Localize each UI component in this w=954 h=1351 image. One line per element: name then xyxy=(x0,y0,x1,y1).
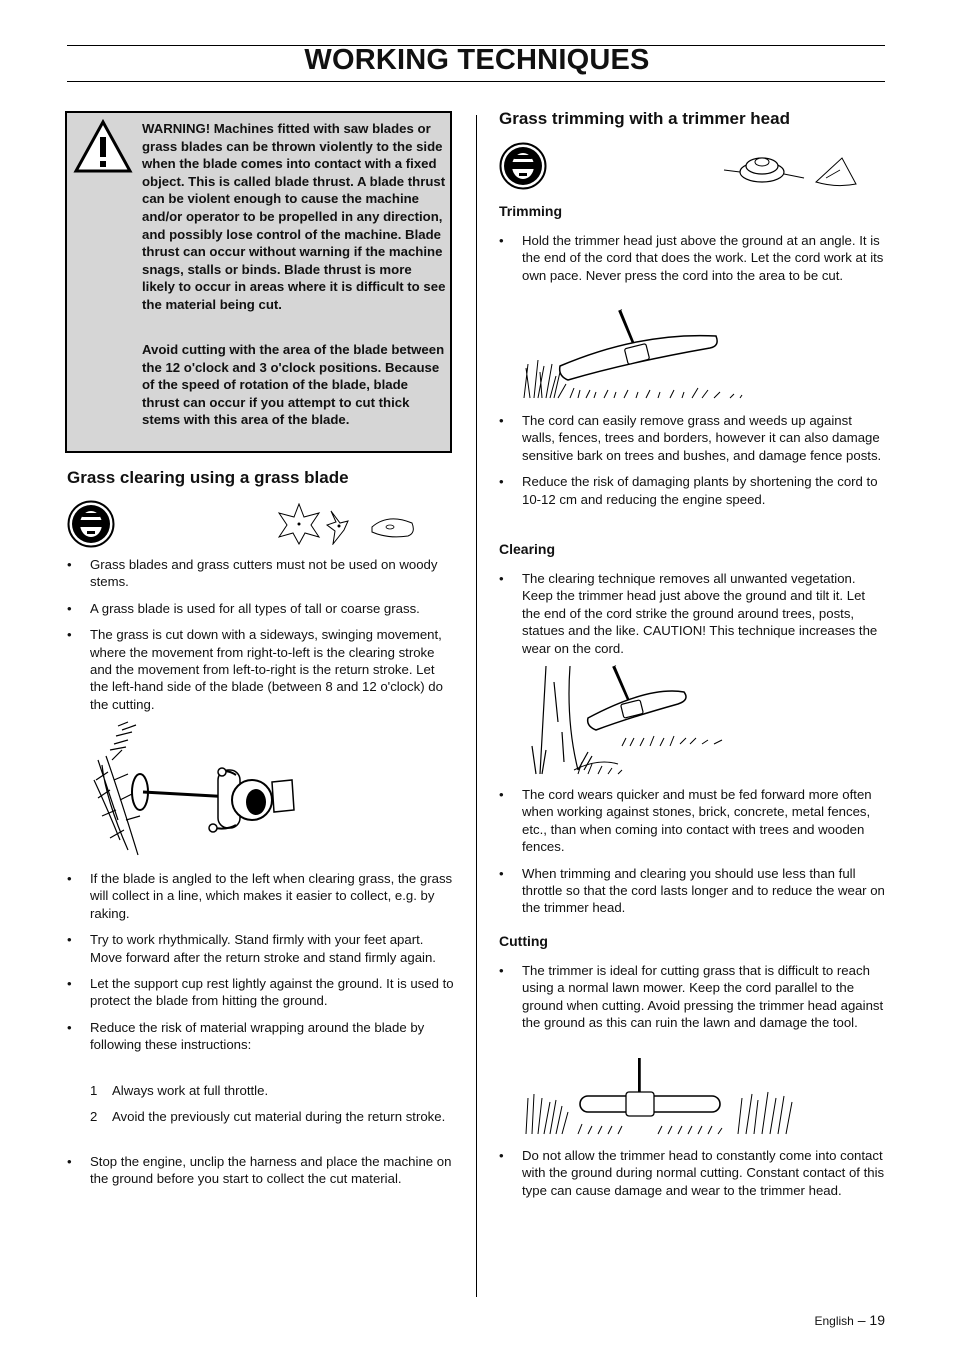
list-item: • The grass is cut down with a sideways, swinging movement, where the movement from right-to-left is the clearing stroke and the movement from left-to-right is the return stroke. Let the left-hand side of the blade (between 8 and 12 o'clock) do the cutting. xyxy=(67,626,454,713)
list-item: • Reduce the risk of damaging plants by shortening the cord to 10-12 cm and reducing the engine speed. xyxy=(499,473,886,508)
footer-separator: – xyxy=(857,1312,866,1328)
trimming-heading: Trimming xyxy=(499,203,563,219)
left-section-heading: Grass clearing using a grass blade xyxy=(67,468,349,487)
list-item: • The clearing technique removes all unwanted vegetation. Keep the trimmer head just above the ground and tilt it. Let the end of the cord strike the ground around trees, posts, statues and the like. CAUTION! This technique increases the wear on the cord. xyxy=(499,570,886,657)
page-title: WORKING TECHNIQUES xyxy=(304,44,650,76)
trimming-bullet-list-a xyxy=(499,232,886,284)
grass-blade-icon xyxy=(278,503,418,545)
warning-paragraph-1: WARNING! Machines fitted with saw blades or grass blades can be thrown violently to the side when the blade comes into contact with a fixed object. This is called blade thrust. A blade thrust can be violent enough to cause the machine and/or operator to be propelled in any direction, and possibly lose control of the machine. Blade thrust can occur without warning if the machine snags, stalls or binds. Blade thrust is more likely to occur in areas where it is difficult to see the material being cut. xyxy=(142,121,446,312)
list-item: • Try to work rhythmically. Stand firmly with your feet apart. Move forward after the return stroke and stand firmly again. xyxy=(67,931,454,966)
left-bullet-list-c xyxy=(67,1153,454,1188)
list-item: • Do not allow the trimmer head to constantly come into contact with the ground during normal cutting. Constant contact of this type can cause damage and wear to the trimmer head. xyxy=(499,1147,886,1199)
list-item: • The cord can easily remove grass and weeds up against walls, fences, trees and borders, however it can also damage sensitive bark on trees and bushes, and damage fence posts. xyxy=(499,412,886,464)
cutting-heading: Cutting xyxy=(499,933,548,949)
cutting-illustration xyxy=(522,1056,796,1138)
protective-gear-icon xyxy=(67,500,115,548)
cutting-bullet-list-a xyxy=(499,962,886,1032)
item-number: 2 xyxy=(90,1109,98,1125)
clearing-bullet-list-a xyxy=(499,570,886,657)
header-bottom-rule xyxy=(67,81,885,82)
footer-language: English xyxy=(814,1314,854,1328)
page-number: 19 xyxy=(869,1312,885,1328)
left-bullet-list-b xyxy=(67,870,454,1054)
list-item: • Grass blades and grass cutters must not be used on woody stems. xyxy=(67,556,454,591)
warning-box xyxy=(65,111,452,453)
numbered-item xyxy=(90,1108,454,1125)
page-footer xyxy=(814,1312,885,1328)
cutting-bullet-list-b xyxy=(499,1147,886,1199)
left-bullet-list-a xyxy=(67,556,454,713)
warning-triangle-icon xyxy=(73,119,133,175)
right-section-heading: Grass trimming with a trimmer head xyxy=(499,109,790,128)
column-divider xyxy=(476,115,477,1297)
trimming-illustration xyxy=(520,306,750,402)
list-item: • Let the support cup rest lightly against the ground. It is used to protect the blade from hitting the ground. xyxy=(67,975,454,1010)
grass-clearing-illustration xyxy=(88,720,300,860)
list-item: • Hold the trimmer head just above the ground at an angle. It is the end of the cord that does the work. Let the cord work at its own pace. Never press the cord into the area to be cut. xyxy=(499,232,886,284)
numbered-item xyxy=(90,1082,454,1099)
trimming-bullet-list-b xyxy=(499,412,886,508)
item-number: 1 xyxy=(90,1083,98,1098)
item-text: Always work at full throttle. xyxy=(112,1083,269,1098)
list-item: • The trimmer is ideal for cutting grass that is difficult to reach using a normal lawn mower. Keep the cord parallel to the ground when cutting. Avoid pressing the trimmer head against the ground as this can ruin the lawn and damage the tool. xyxy=(499,962,886,1032)
clearing-bullet-list-b xyxy=(499,786,886,917)
item-text: Avoid the previously cut material during the return stroke. xyxy=(112,1109,446,1125)
list-item: • Reduce the risk of material wrapping around the blade by following these instructions: xyxy=(67,1019,454,1054)
clearing-illustration xyxy=(518,662,732,776)
left-numbered-list xyxy=(90,1082,454,1126)
list-item: • A grass blade is used for all types of tall or coarse grass. xyxy=(67,600,454,617)
list-item: • Stop the engine, unclip the harness and place the machine on the ground before you start to collect the cut material. xyxy=(67,1153,454,1188)
warning-paragraph-2: Avoid cutting with the area of the blade between the 12 o'clock and 3 o'clock positions. Because of the speed of rotation of the blade, blade thrust can occur if you attempt to cut thick stems with this area of the blade. xyxy=(142,342,445,428)
list-item: • The cord wears quicker and must be fed forward more often when working against stones, brick, concrete, metal fences, etc., than when coming into contact with trees and wooden fences. xyxy=(499,786,886,856)
trimmer-head-icon xyxy=(722,148,860,190)
list-item: • When trimming and clearing you should use less than full throttle so that the cord lasts longer and to reduce the wear on the trimmer head. xyxy=(499,865,886,917)
list-item: • If the blade is angled to the left when clearing grass, the grass will collect in a line, which makes it easier to collect, e.g. by raking. xyxy=(67,870,454,922)
clearing-heading: Clearing xyxy=(499,541,556,557)
protective-gear-icon xyxy=(499,142,547,190)
